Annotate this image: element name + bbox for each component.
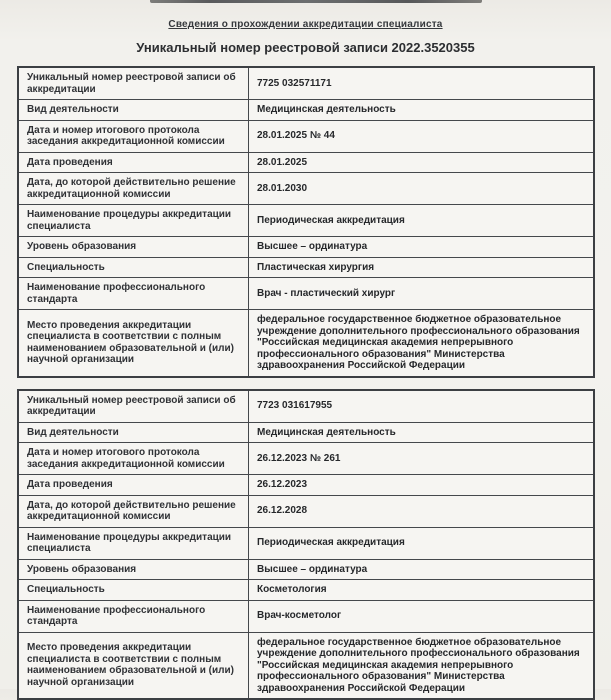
field-label-cell: Наименование процедуры аккредитации специалиста — [18, 527, 249, 559]
field-value-cell: Пластическая хирургия — [249, 257, 595, 278]
document-title: Сведения о прохождении аккредитации специалиста — [0, 19, 611, 30]
table-row — [18, 527, 594, 559]
field-label-cell: Наименование профессионального стандарта — [18, 278, 249, 310]
table-row — [18, 475, 594, 496]
table-row — [18, 152, 594, 173]
field-label-cell: Дата проведения — [18, 475, 249, 496]
field-value-cell: Медицинская деятельность — [249, 100, 595, 121]
field-label-cell: Уровень образования — [18, 559, 249, 580]
field-label-cell: Специальность — [18, 580, 249, 601]
table-row — [18, 67, 594, 100]
field-value-cell: 7725 032571171 — [249, 67, 595, 100]
field-value-cell: Высшее – ординатура — [249, 237, 595, 258]
field-label-cell: Вид деятельности — [18, 422, 249, 443]
table-row — [18, 580, 594, 601]
field-value-cell: Периодическая аккредитация — [249, 205, 595, 237]
field-value-cell: 7723 031617955 — [249, 390, 595, 423]
scan-edge-artifact — [150, 0, 482, 3]
table-row — [18, 495, 594, 527]
field-value-cell: 26.12.2023 — [249, 475, 595, 496]
field-value-cell: 28.01.2025 № 44 — [249, 120, 595, 152]
table-row — [18, 237, 594, 258]
field-value-cell: Косметология — [249, 580, 595, 601]
table-row — [18, 390, 594, 423]
field-value-cell: Врач-косметолог — [249, 600, 595, 632]
table-row — [18, 422, 594, 443]
field-label-cell: Наименование процедуры аккредитации специалиста — [18, 205, 249, 237]
field-label-cell: Дата, до которой действительно решение аккредитационной комиссии — [18, 173, 249, 205]
table-row — [18, 257, 594, 278]
field-label-cell: Специальность — [18, 257, 249, 278]
table-row — [18, 559, 594, 580]
field-value-cell: Врач - пластический хирург — [249, 278, 595, 310]
table-row — [18, 443, 594, 475]
field-label-cell: Наименование профессионального стандарта — [18, 600, 249, 632]
accreditation-record-table-1 — [17, 66, 595, 378]
field-label-cell: Дата и номер итогового протокола заседания аккредитационной комиссии — [18, 443, 249, 475]
field-label-cell: Дата и номер итогового протокола заседания аккредитационной комиссии — [18, 120, 249, 152]
field-value-cell: федеральное государственное бюджетное образовательное учреждение дополнительного профессионального образования "Российская медицинская академия непрерывного профессионального образования" Министерства здравоохранения Российской Федерации — [249, 310, 595, 377]
field-value-cell: 26.12.2023 № 261 — [249, 443, 595, 475]
field-label-cell: Место проведения аккредитации специалиста в соответствии с полным наименованием образовательной и (или) научной организации — [18, 310, 249, 377]
field-label-cell: Уникальный номер реестровой записи об аккредитации — [18, 67, 249, 100]
field-value-cell: федеральное государственное бюджетное образовательное учреждение дополнительного профессионального образования "Российская медицинская академия непрерывного профессионального образования" Министерства здравоохранения Российской Федерации — [249, 632, 595, 699]
field-value-cell: 28.01.2025 — [249, 152, 595, 173]
table-row — [18, 120, 594, 152]
document-header — [0, 0, 611, 55]
table-row — [18, 310, 594, 377]
field-value-cell: Периодическая аккредитация — [249, 527, 595, 559]
field-label-cell: Уникальный номер реестровой записи об аккредитации — [18, 390, 249, 423]
accreditation-record-table-2 — [17, 389, 595, 700]
table-row — [18, 173, 594, 205]
field-value-cell: 26.12.2028 — [249, 495, 595, 527]
field-value-cell: Медицинская деятельность — [249, 422, 595, 443]
registry-record-number-heading: Уникальный номер реестровой записи 2022.3520355 — [0, 40, 611, 55]
field-value-cell: Высшее – ординатура — [249, 559, 595, 580]
field-value-cell: 28.01.2030 — [249, 173, 595, 205]
table-row — [18, 278, 594, 310]
field-label-cell: Вид деятельности — [18, 100, 249, 121]
table-row — [18, 100, 594, 121]
table-row — [18, 600, 594, 632]
field-label-cell: Уровень образования — [18, 237, 249, 258]
table-row — [18, 205, 594, 237]
field-label-cell: Место проведения аккредитации специалиста в соответствии с полным наименованием образовательной и (или) научной организации — [18, 632, 249, 699]
field-label-cell: Дата, до которой действительно решение аккредитационной комиссии — [18, 495, 249, 527]
field-label-cell: Дата проведения — [18, 152, 249, 173]
